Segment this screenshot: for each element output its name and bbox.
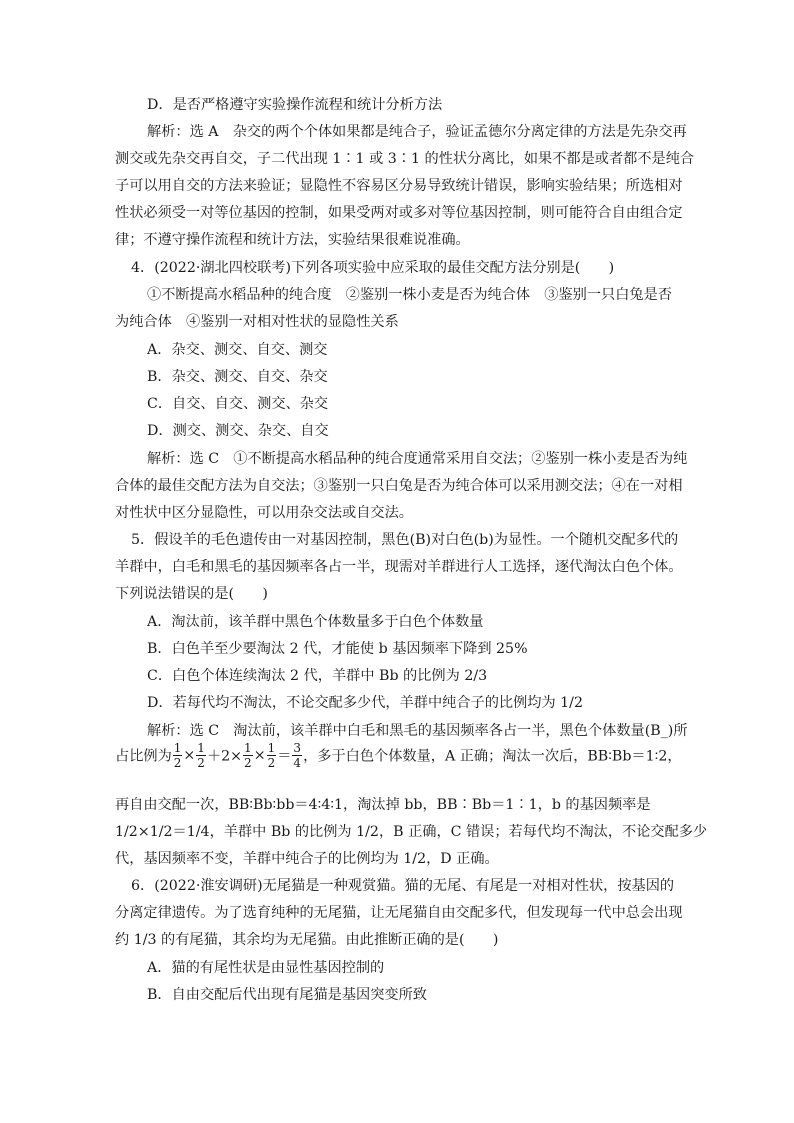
- fraction-denominator: 2: [244, 756, 252, 770]
- fraction-denominator: 4: [293, 756, 302, 770]
- analysis-q3-line2: 测交或先杂交再自交，子二代出现 1∶1 或 3∶1 的性状分离比，如果不都是或者都不是纯合: [115, 151, 695, 167]
- fraction-denominator: 2: [173, 756, 182, 770]
- question-4-stem: 4．(2022·湖北四校联考)下列各项实验中应采取的最佳交配方法分别是( ): [131, 260, 615, 276]
- option-a-q6: A．猫的有尾性状是由显性基因控制的: [147, 960, 385, 976]
- fraction-numerator: 1: [173, 741, 182, 755]
- analysis-q5-line1: 解析：选 C 淘汰前，该羊群中白毛和黑毛的基因频率各占一半，黑色个体数量(B_)所: [147, 723, 688, 739]
- question-5-line3: 下列说法错误的是( ): [115, 586, 268, 602]
- option-b-q6: B．自由交配后代出现有尾猫是基因突变所致: [147, 987, 427, 1003]
- formula-suffix: ，多于白色个体数量，A 正确；淘汰一次后，BB∶Bb＝1∶2，: [303, 748, 682, 765]
- question-6-line1: 6．(2022·淮安调研)无尾猫是一种观赏猫。猫的无尾、有尾是一对相对性状，按基因的: [131, 878, 675, 894]
- analysis-q4-line2: 合体的最佳交配方法为自交法；③鉴别一只白兔是否为纯合体可以采用测交法；④在一对相: [115, 478, 683, 494]
- question-4-items-line2: 为纯合体 ④鉴别一对相对性状的显隐性关系: [115, 314, 399, 330]
- fraction-numerator: 1: [244, 741, 252, 755]
- option-d-q3: D．是否严格遵守实验操作流程和统计分析方法: [147, 97, 443, 113]
- option-b-q4: B．杂交、测交、自交、杂交: [147, 369, 328, 385]
- fraction-numerator: 1: [267, 741, 276, 755]
- option-a-q5: A．淘汰前，该羊群中黑色个体数量多于白色个体数量: [147, 614, 484, 630]
- analysis-q5-line5: 代，基因频率不变，羊群中纯合子的比例均为 1/2，D 正确。: [115, 851, 499, 867]
- analysis-q4-line3: 对性状中区分显隐性，可以用杂交法或自交法。: [115, 505, 413, 521]
- analysis-q5-line3: 再自由交配一次，BB∶Bb∶bb＝4∶4∶1，淘汰掉 bb，BB∶Bb＝1∶1，b 的基因频率是: [115, 797, 651, 813]
- fraction-denominator: 2: [197, 756, 205, 770]
- fraction-numerator: 3: [293, 741, 302, 755]
- fraction-numerator: 1: [197, 741, 205, 755]
- option-d-q5: D．若每代均不淘汰，不论交配多少代，羊群中纯合子的比例均为 1/2: [147, 695, 583, 711]
- option-b-q5: B．白色羊至少要淘汰 2 代，才能使 b 基因频率下降到 25%: [147, 641, 528, 657]
- plus-two-times: ＋2×: [206, 748, 243, 765]
- times-sign: ×: [253, 747, 266, 764]
- analysis-q3-line1: 解析：选 A 杂交的两个个体如果都是纯合子，验证孟德尔分离定律的方法是先杂交再: [147, 124, 687, 140]
- fraction: [243, 741, 253, 770]
- fraction: [267, 741, 277, 770]
- analysis-q3-line4: 性状必须受一对等位基因的控制，如果受两对或多对等位基因控制，则可能符合自由组合定: [115, 205, 683, 221]
- question-6-line2: 分离定律遗传。为了选育纯种的无尾猫，让无尾猫自由交配多代，但发现每一代中总会出现: [115, 905, 683, 921]
- question-4-items-line1: ①不断提高水稻品种的纯合度 ②鉴别一株小麦是否为纯合体 ③鉴别一只白兔是否: [147, 287, 672, 303]
- analysis-q3-line5: 律；不遵守操作流程和统计方法，实验结果很难说准确。: [115, 232, 470, 248]
- question-5-line2: 羊群中，白毛和黑毛的基因频率各占一半，现需对羊群进行人工选择，逐代淘汰白色个体。: [115, 559, 683, 575]
- analysis-q5-line4: 1/2×1/2＝1/4，羊群中 Bb 的比例为 1/2，B 正确，C 错误；若每代均不淘汰，不论交配多少: [115, 824, 708, 840]
- fraction-denominator: 2: [267, 756, 276, 770]
- option-a-q4: A．杂交、测交、自交、测交: [147, 342, 328, 358]
- option-c-q5: C．白色个体连续淘汰 2 代，羊群中 Bb 的比例为 2/3: [147, 668, 488, 684]
- question-6-line3: 约 1/3 的有尾猫，其余均为无尾猫。由此推断正确的是( ): [115, 932, 499, 948]
- analysis-q5-formula-line: [115, 741, 682, 781]
- option-d-q4: D．测交、测交、杂交、自交: [147, 423, 329, 439]
- fraction: [173, 741, 183, 770]
- fraction: [196, 741, 206, 770]
- times-sign: ×: [183, 747, 196, 764]
- analysis-q3-line3: 子可以用自交的方法来验证；显隐性不容易区分易导致统计错误，影响实验结果；所选相对: [115, 178, 683, 194]
- option-c-q4: C．自交、自交、测交、杂交: [147, 396, 329, 412]
- question-5-line1: 5．假设羊的毛色遗传由一对基因控制，黑色(B)对白色(b)为显性。一个随机交配多代的: [131, 532, 679, 548]
- fraction: [292, 741, 302, 770]
- analysis-q4-line1: 解析：选 C ①不断提高水稻品种的纯合度通常采用自交法；②鉴别一株小麦是否为纯: [147, 451, 688, 467]
- formula-prefix: 占比例为: [115, 748, 172, 765]
- equals-sign: ＝: [277, 748, 292, 765]
